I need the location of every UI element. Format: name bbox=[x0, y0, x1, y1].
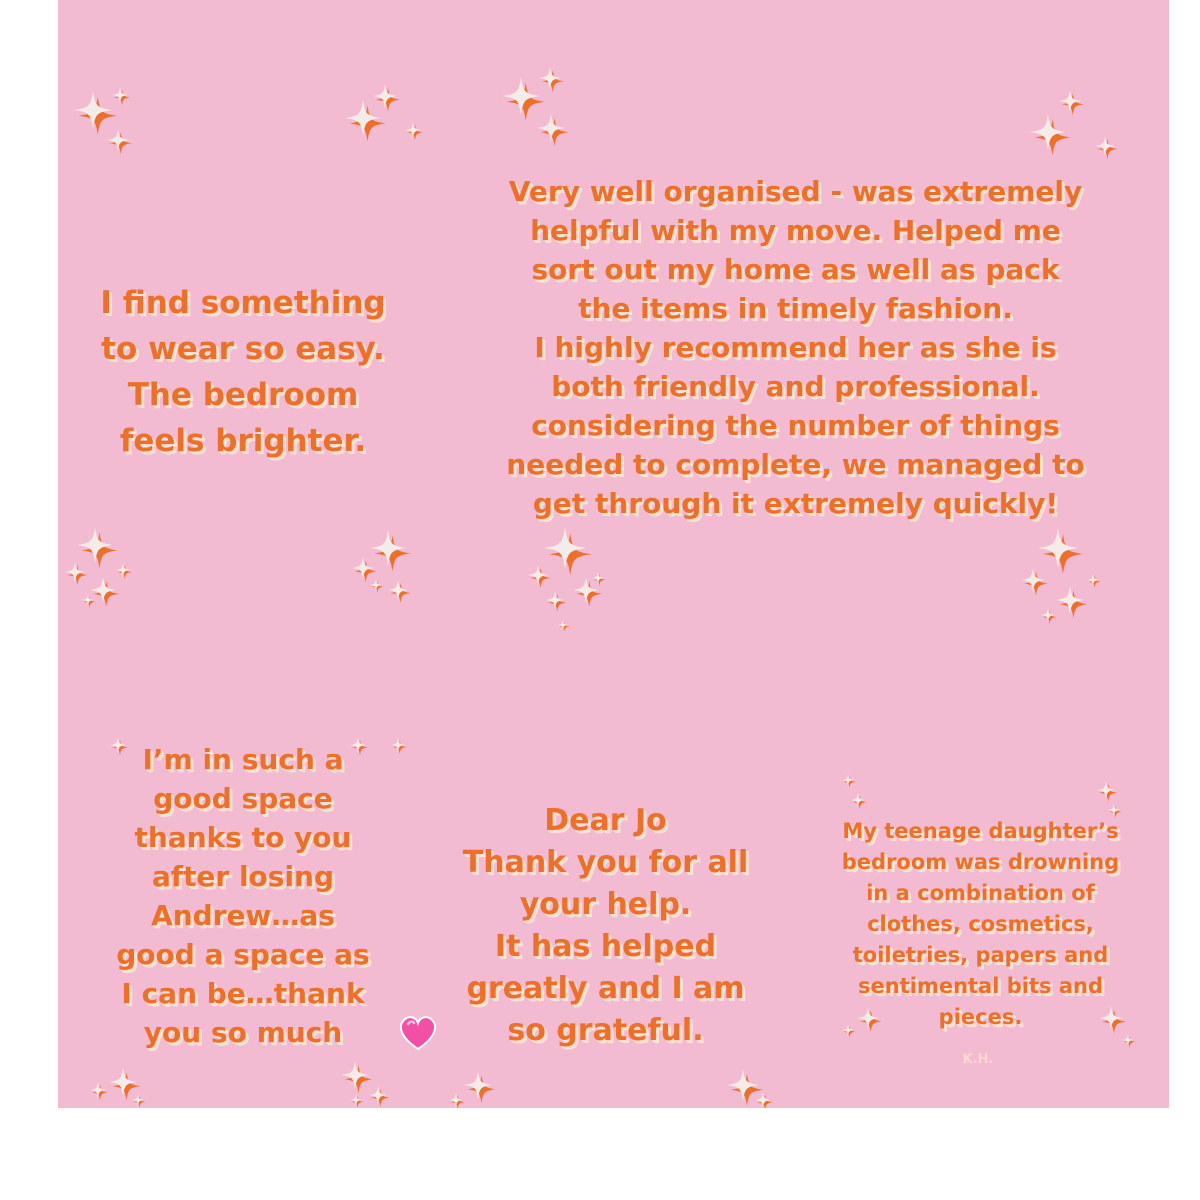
heart-icon bbox=[396, 1010, 440, 1054]
sparkle-icon bbox=[90, 1082, 108, 1100]
sparkle-icon bbox=[65, 562, 88, 585]
sparkle-icon bbox=[1087, 574, 1101, 588]
sparkle-icon bbox=[341, 1061, 373, 1093]
testimonial-card bbox=[58, 0, 1169, 1108]
sparkle-icon bbox=[370, 579, 384, 593]
sparkle-icon bbox=[107, 129, 132, 154]
sparkle-icon bbox=[369, 1086, 389, 1107]
sparkle-icon bbox=[755, 1092, 773, 1108]
sparkle-icon bbox=[1056, 586, 1088, 618]
testimonial-text: I find something to wear so easy. The bedroom feels brighter. bbox=[100, 285, 386, 459]
sparkle-icon bbox=[544, 527, 591, 575]
sparkle-icon bbox=[1097, 781, 1117, 802]
testimonial-text: My teenage daughter’s bedroom was drowning in a combination of clothes, cosmetics, toiletries, papers and sentimental bits and pieces. bbox=[841, 819, 1120, 1029]
sparkle-icon bbox=[1038, 528, 1083, 574]
sparkle-icon bbox=[132, 1094, 146, 1108]
sparkle-icon bbox=[1122, 1034, 1136, 1048]
sparkle-icon bbox=[388, 580, 411, 603]
sparkle-icon bbox=[373, 84, 400, 112]
sparkle-icon bbox=[82, 594, 96, 608]
testimonial-signature: K.H. bbox=[962, 1052, 994, 1067]
testimonial-text: Very well organised - was extremely helpful with my move. Helped me sort out my home as well as pack the items in timely fashion. I highly recommend her as she is both friendly and professional. considering the number of things needed to complete, we managed to get through it extremely quickly! bbox=[506, 175, 1085, 520]
sparkle-icon bbox=[851, 793, 867, 809]
sparkle-icon bbox=[537, 114, 569, 146]
sparkle-icon bbox=[558, 620, 569, 632]
sparkle-icon bbox=[1059, 90, 1084, 115]
sparkle-icon bbox=[405, 122, 423, 140]
sparkle-icon bbox=[528, 565, 551, 588]
sparkle-icon bbox=[842, 774, 856, 788]
sparkle-icon bbox=[90, 577, 119, 607]
sparkle-icon bbox=[116, 563, 132, 579]
sparkle-icon bbox=[77, 527, 118, 568]
sparkle-icon bbox=[1041, 608, 1057, 624]
sparkle-icon bbox=[370, 530, 411, 571]
sparkle-icon bbox=[74, 91, 117, 135]
testimonial-text: Dear Jo Thank you for all your help. It has helped greatly and I am so grateful. bbox=[462, 803, 749, 1048]
sparkle-icon bbox=[546, 591, 566, 612]
sparkle-icon bbox=[464, 1071, 496, 1103]
sparkle-icon bbox=[1095, 136, 1118, 159]
sparkle-icon bbox=[1030, 114, 1071, 155]
sparkle-icon bbox=[539, 67, 564, 92]
sparkle-icon bbox=[112, 87, 130, 105]
sparkle-icon bbox=[109, 1068, 141, 1100]
sparkle-icon bbox=[449, 1093, 465, 1108]
sparkle-icon bbox=[350, 1094, 364, 1108]
sparkle-icon bbox=[1021, 568, 1048, 596]
sparkle-icon bbox=[592, 572, 606, 586]
sparkle-icon bbox=[502, 77, 545, 121]
sparkle-icon bbox=[345, 100, 386, 141]
sparkle-icon bbox=[352, 557, 377, 582]
testimonial-text: I’m in such a good space thanks to you after losing Andrew…as good a space as I can be…thank you so much bbox=[116, 743, 370, 1049]
